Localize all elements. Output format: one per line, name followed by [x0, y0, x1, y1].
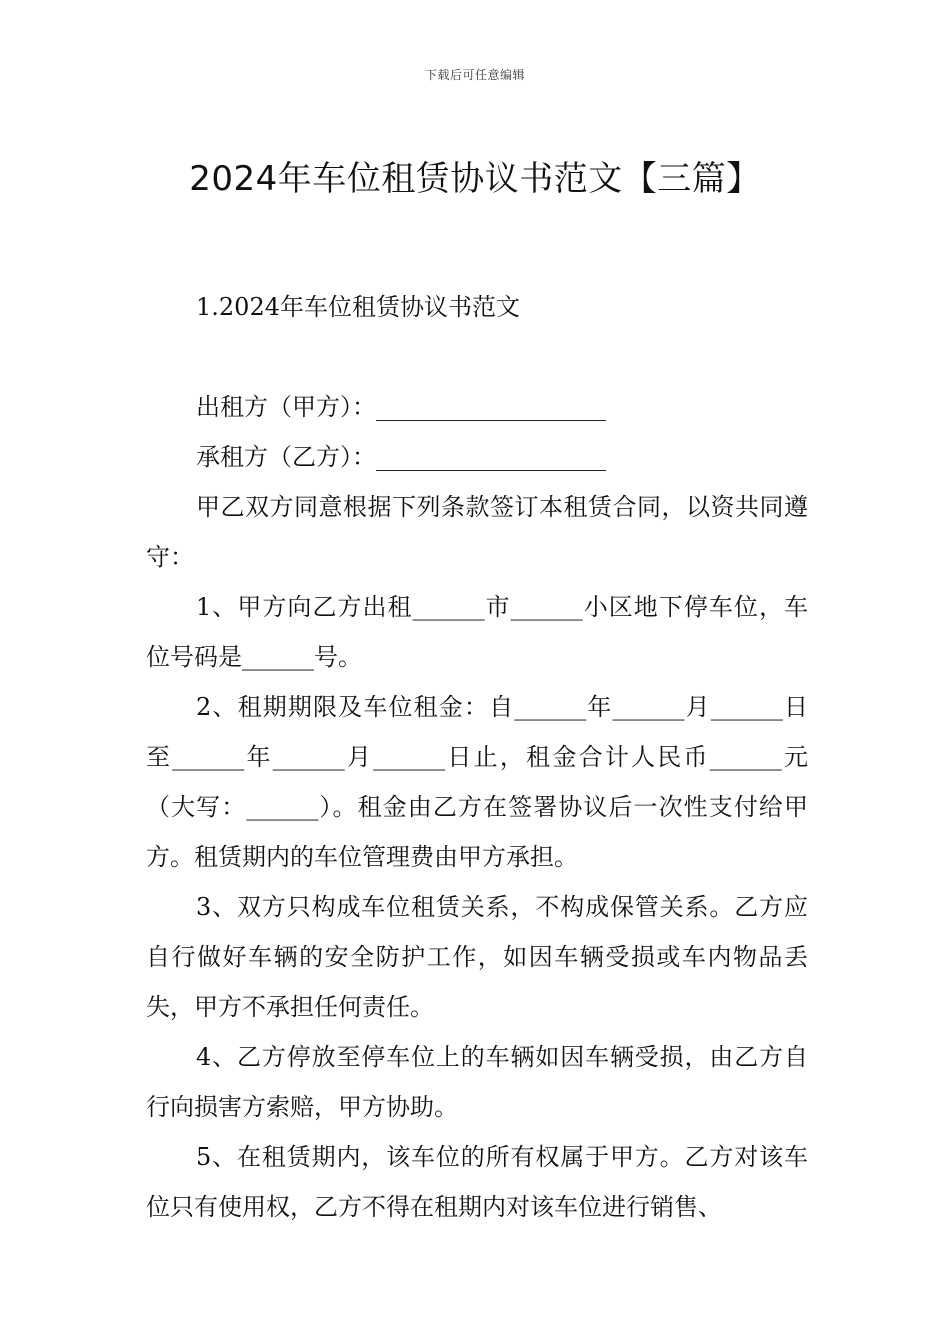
- paragraph-intro: 甲乙双方同意根据下列条款签订本租赁合同，以资共同遵守：: [146, 493, 808, 571]
- paragraph-clause-1: 1、甲方向乙方出租______市______小区地下停车位，车位号码是______号。: [146, 593, 808, 671]
- lessor-label: 出租方（甲方）：: [196, 393, 376, 421]
- paragraph-clause-3: 3、双方只构成车位租赁关系，不构成保管关系。乙方应自行做好车辆的安全防护工作，如因车辆受损或车内物品丢失，甲方不承担任何责任。: [146, 893, 808, 1021]
- paragraph-clause-4: 4、乙方停放至停车位上的车辆如因车辆受损，由乙方自行向损害方索赔，甲方协助。: [146, 1043, 808, 1121]
- section-heading: 1.2024年车位租赁协议书范文: [196, 293, 520, 321]
- lessee-blank: [376, 440, 606, 471]
- header-note: 下载后可任意编辑: [424, 68, 525, 82]
- document-body: [146, 282, 808, 1232]
- spacer: [146, 332, 808, 382]
- document-title: 2024年车位租赁协议书范文【三篇】: [189, 158, 761, 199]
- lessor-field: [146, 382, 808, 432]
- lessor-blank: [376, 390, 606, 421]
- lessee-label: 承租方（乙方）：: [196, 443, 376, 471]
- lessee-field: [146, 432, 808, 482]
- paragraph-clause-5: 5、在租赁期内，该车位的所有权属于甲方。乙方对该车位只有使用权，乙方不得在租期内对该车位进行销售、: [146, 1143, 808, 1221]
- paragraph-clause-2: 2、租期期限及车位租金：自______年______月______日至______年______月______日止，租金合计人民币______元（大写：______）。租金由乙方在签署协议后一次性支付给甲方。租赁期内的车位管理费由甲方承担。: [146, 693, 808, 871]
